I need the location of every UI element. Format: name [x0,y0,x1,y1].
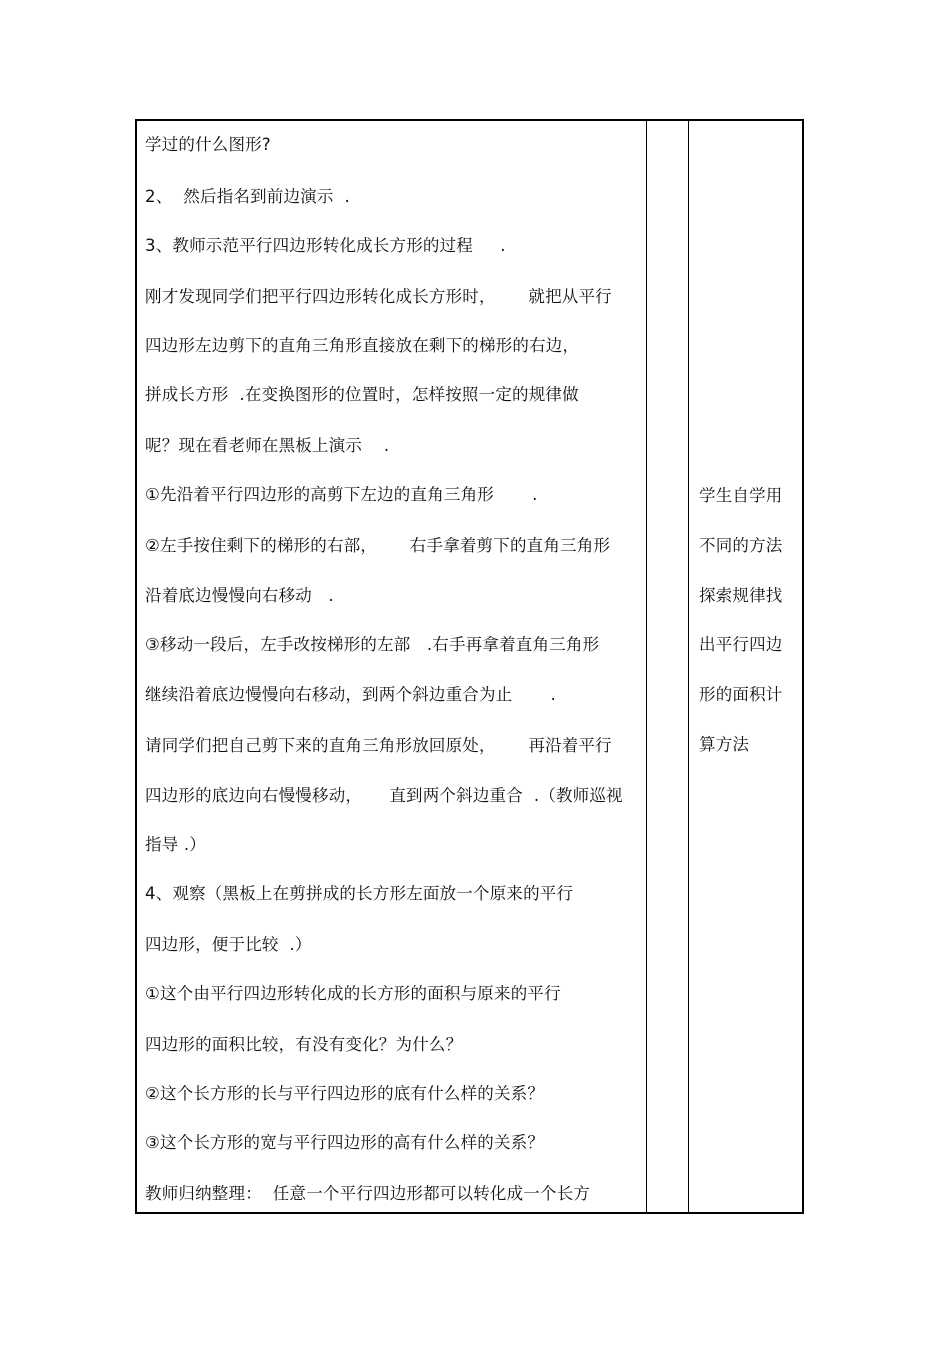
content-line: ③移动一段后，左手改按梯形的左部 .右手再拿着直角三角形 [145,635,600,654]
content-line: ③这个长方形的宽与平行四边形的高有什么样的关系？ [145,1133,545,1152]
content-line: 四边形，便于比较 .） [145,935,312,954]
content-line: 呢？现在看老师在黑板上演示 . [145,436,390,455]
content-line: 学过的什么图形? [145,135,271,154]
content-line: 3、教师示范平行四边形转化成长方形的过程 . [145,236,506,255]
content-line: ②左手按住剩下的梯形的右部， 右手拿着剪下的直角三角形 [145,536,611,555]
content-line: ②这个长方形的长与平行四边形的底有什么样的关系？ [145,1084,545,1103]
content-line: 刚才发现同学们把平行四边形转化成长方形时， 就把从平行 [145,287,612,306]
content-line: ①先沿着平行四边形的高剪下左边的直角三角形 . [145,485,538,504]
content-line: 请同学们把自己剪下来的直角三角形放回原处， 再沿着平行 [145,736,612,755]
content-line: 四边形的底边向右慢慢移动， 直到两个斜边重合 .（教师巡视 [145,786,623,805]
side-note-line: 形的面积计 [699,685,783,704]
content-line: 教师归纳整理： 任意一个平行四边形都可以转化成一个长方 [145,1184,591,1203]
content-line: 沿着底边慢慢向右移动 . [145,586,334,605]
side-note-line: 学生自学用 [699,486,783,505]
content-line: 指导 .） [145,835,206,854]
lesson-table [135,119,804,1214]
content-line: 四边形左边剪下的直角三角形直接放在剩下的梯形的右边， [145,336,580,355]
content-line: 4、观察（黑板上在剪拼成的长方形左面放一个原来的平行 [145,884,574,903]
side-note-line: 不同的方法 [699,536,783,555]
content-line: 拼成长方形 .在变换图形的位置时，怎样按照一定的规律做 [145,385,579,404]
content-line: 2、 然后指名到前边演示 . [145,187,350,206]
content-line: 四边形的面积比较，有没有变化？为什么？ [145,1035,463,1054]
content-line: ①这个由平行四边形转化成的长方形的面积与原来的平行 [145,984,561,1003]
column-divider-2 [688,121,689,1212]
side-note-line: 算方法 [699,735,750,754]
content-line: 继续沿着底边慢慢向右移动，到两个斜边重合为止 . [145,685,556,704]
side-note-line: 探索规律找 [699,586,783,605]
side-note-line: 出平行四边 [699,635,783,654]
column-divider-1 [646,121,647,1212]
